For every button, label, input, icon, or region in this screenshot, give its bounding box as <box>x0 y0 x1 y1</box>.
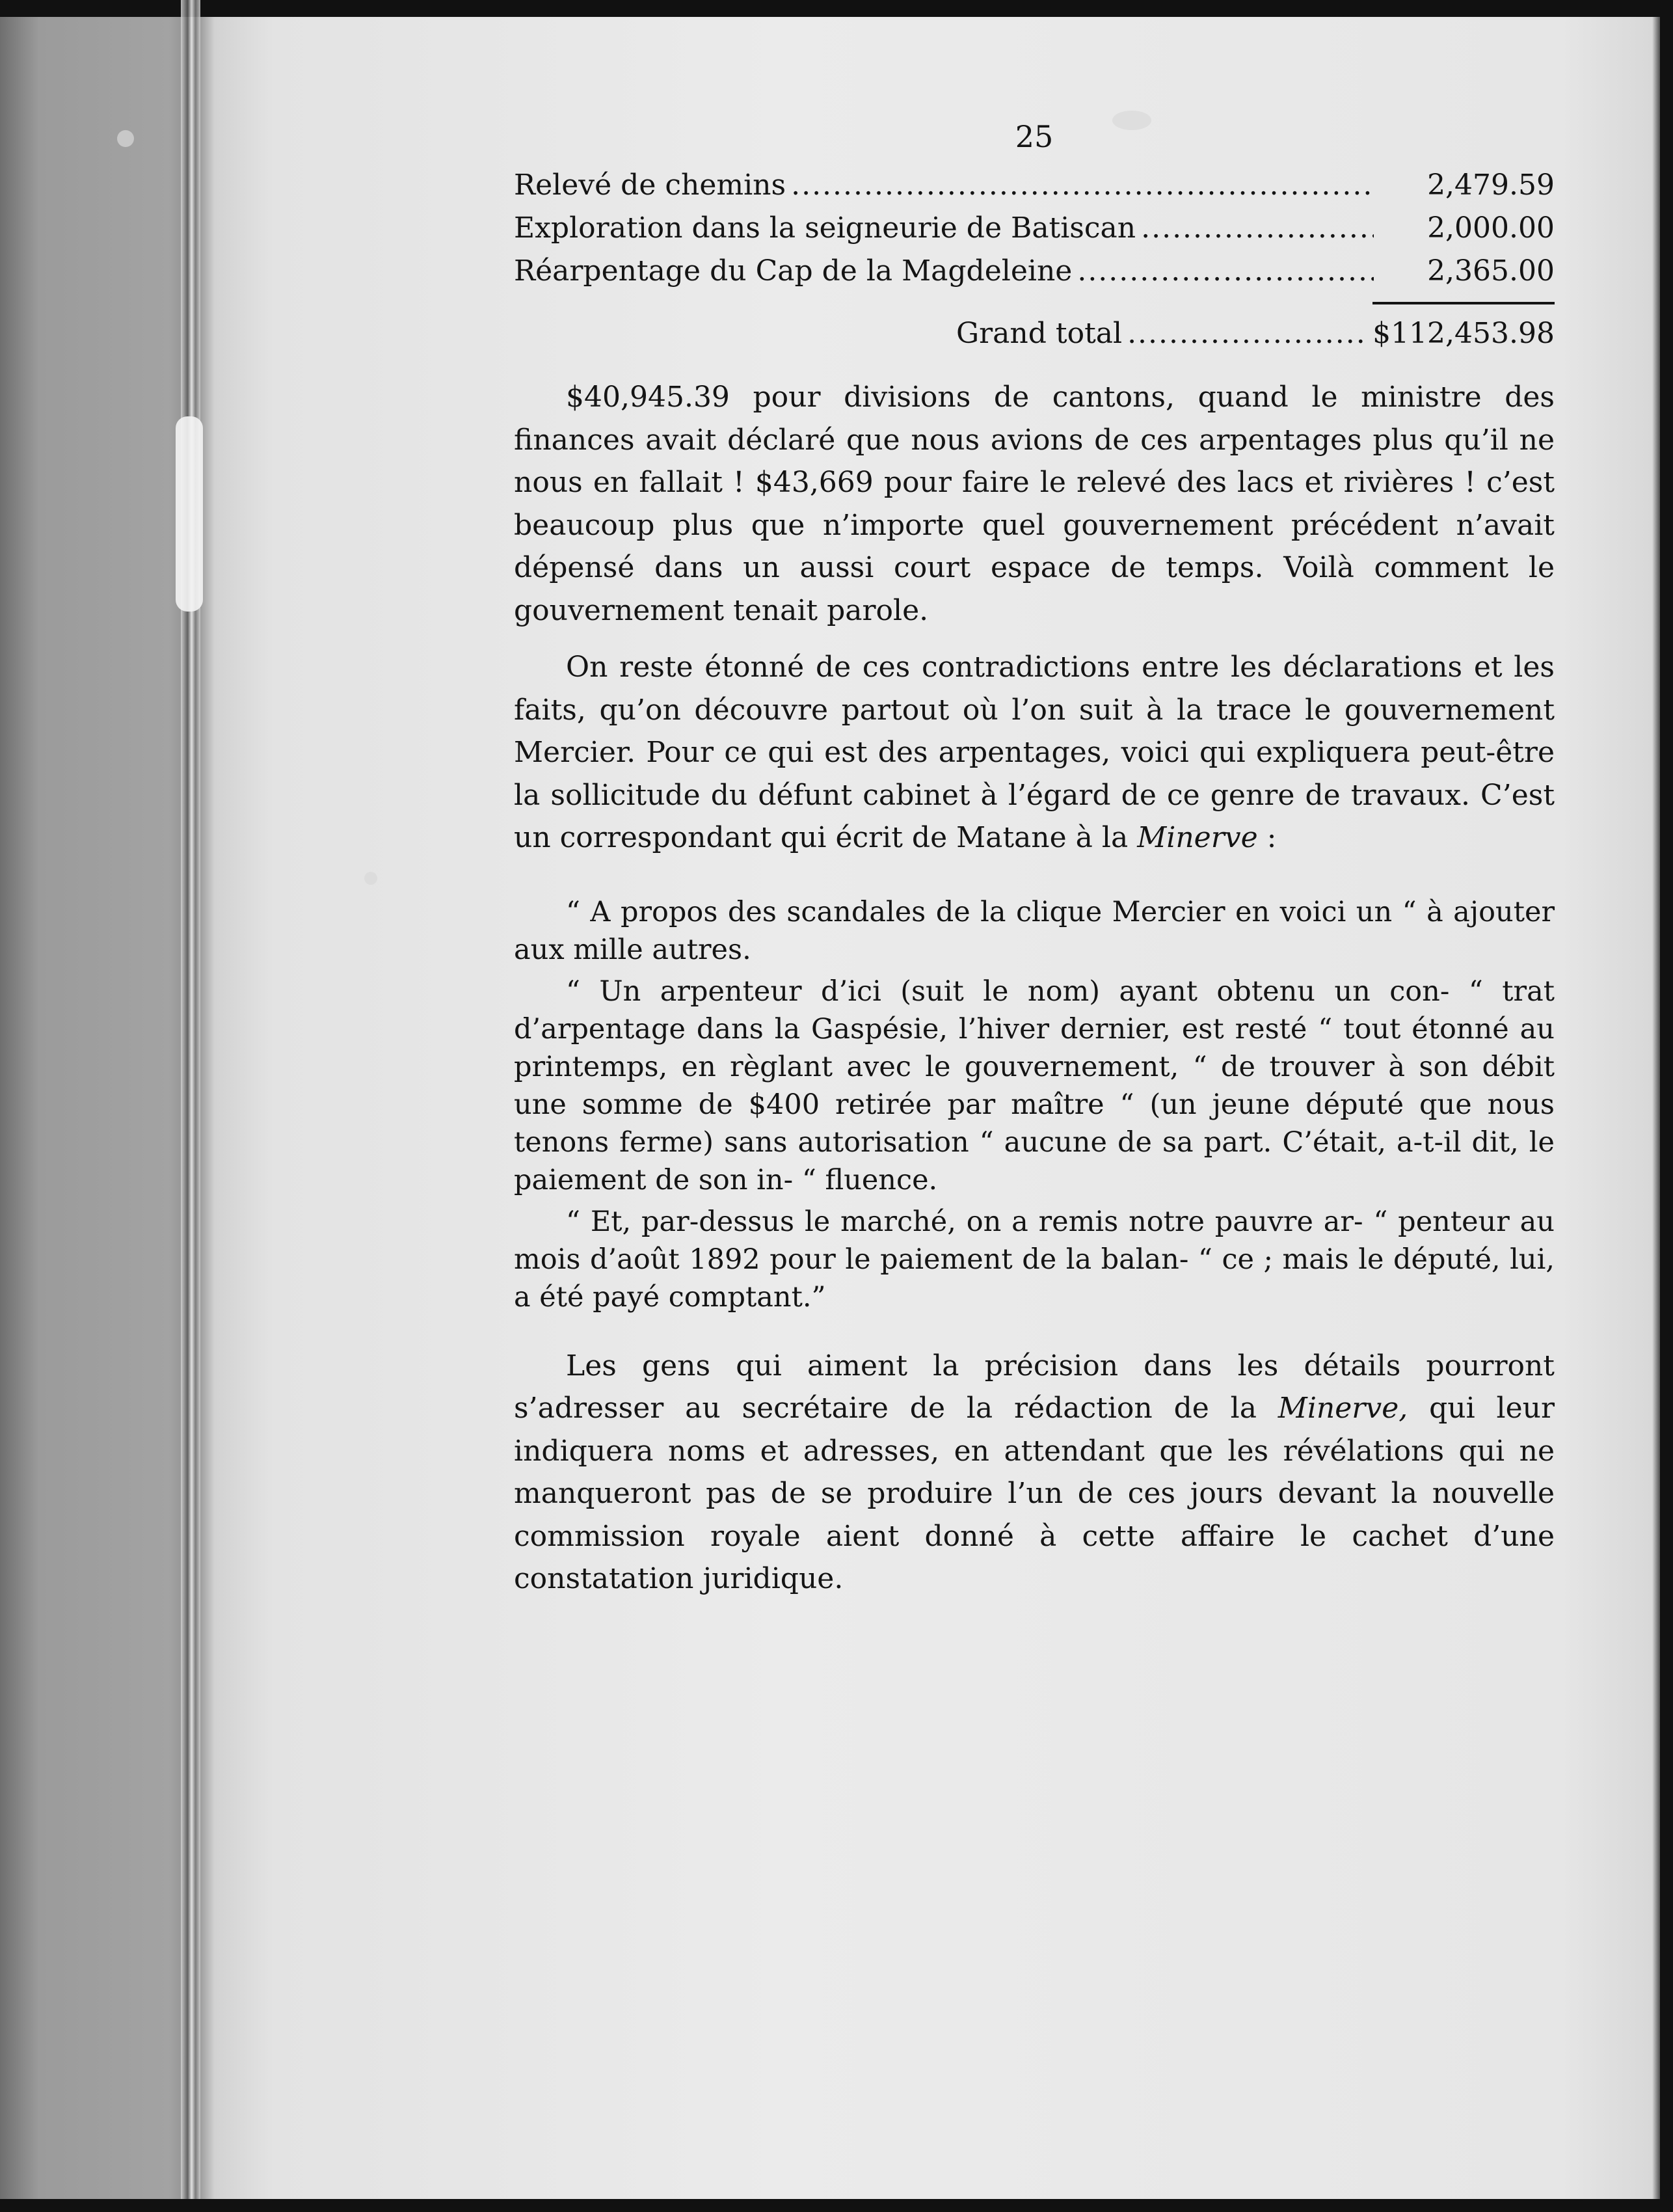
paragraph: $40,945.39 pour divisions de cantons, quand le ministre des finances avait déclaré que nous avions de ces arpentages plus qu’il ne nous en fallait ! $43,669 pour faire le relevé des lacs et rivières ! c’est beaucoup plus que n’importe quel gouvernement précédent n’avait dépensé dans un aussi court espace de temps. Voilà comment le gouvernement tenait parole. <box>514 381 1555 627</box>
ledger-amount: 2,479.59 <box>1427 169 1555 202</box>
ledger-row <box>514 164 1555 207</box>
paragraph-text: qui leur indiquera noms et adresses, en attendant que les révélations qui ne manqueront pas de se produire l’un de ces jours devant la nouvelle commission royale aient donné à cette affaire le cachet d’une constatation juridique. <box>514 1392 1555 1595</box>
grand-total-row <box>956 312 1555 358</box>
expense-ledger <box>514 164 1555 358</box>
newspaper-title: Minerve, <box>1278 1392 1408 1425</box>
paragraph <box>514 646 1555 859</box>
ledger-amount: 2,365.00 <box>1427 254 1555 288</box>
quote-paragraph: “ A propos des scandales de la clique Mercier en voici un “ à ajouter aux mille autres. <box>514 895 1555 966</box>
ledger-label: Réarpentage du Cap de la Magdeleine <box>514 254 1073 288</box>
paper-blot <box>364 872 377 885</box>
book-gutter <box>181 0 200 2199</box>
grand-total-amount: $112,453.98 <box>1372 317 1555 350</box>
ledger-row <box>514 207 1555 250</box>
scan-border-right <box>1660 0 1673 2212</box>
dot-leader <box>1127 312 1367 355</box>
newspaper-title: Minerve <box>1137 821 1258 854</box>
ledger-label: Relevé de chemins <box>514 169 786 202</box>
paper-blot <box>117 130 134 147</box>
total-rule <box>1372 302 1555 304</box>
gutter-tear <box>176 416 203 612</box>
quoted-letter <box>514 893 1555 1316</box>
ledger-amount: 2,000.00 <box>1427 211 1555 245</box>
dot-leader <box>1077 250 1374 292</box>
quote-paragraph: “ Et, par-dessus le marché, on a remis notre pauvre ar- “ penteur au mois d’août 1892 pour le paiement de la balan- “ ce ; mais le député, lui, a été payé comptant.” <box>514 1205 1555 1314</box>
quote-paragraph: “ Un arpenteur d’ici (suit le nom) ayant obtenu un con- “ trat d’arpentage dans la Gaspésie, l’hiver dernier, est resté “ tout étonné au printemps, en règlant avec le gouvernement, “ de trouver à son débit une somme de $400 retirée par maître “ (un jeune député que nous tenons ferme) sans autorisation “ aucune de sa part. C’était, a-t-il dit, le paiement de son in- “ fluence. <box>514 975 1555 1196</box>
page-text <box>514 117 1555 1600</box>
dot-leader <box>1141 207 1374 249</box>
scan-border-bottom <box>0 2199 1673 2212</box>
ledger-row <box>514 250 1555 293</box>
paragraph-text: Les gens qui aiment la précision dans les détails pourront s’adresser au secrétaire de la rédaction de la <box>514 1349 1555 1425</box>
scan-border-top <box>0 0 1673 17</box>
dot-leader <box>791 164 1374 206</box>
ledger-label: Exploration dans la seigneurie de Batiscan <box>514 211 1136 245</box>
paragraph-colon: : <box>1257 821 1277 854</box>
paragraph-text: On reste étonné de ces contradictions entre les déclarations et les faits, qu’on découvre partout où l’on suit à la trace le gouvernement Mercier. Pour ce qui est des arpentages, voici qui expliquera peut-être la sollicitude du défunt cabinet à l’égard de ce genre de travaux. C’est un correspondant qui écrit de Matane à la <box>514 651 1555 854</box>
page-number: 25 <box>1015 119 1054 154</box>
paragraph <box>514 1345 1555 1600</box>
grand-total-label: Grand total <box>956 317 1123 350</box>
